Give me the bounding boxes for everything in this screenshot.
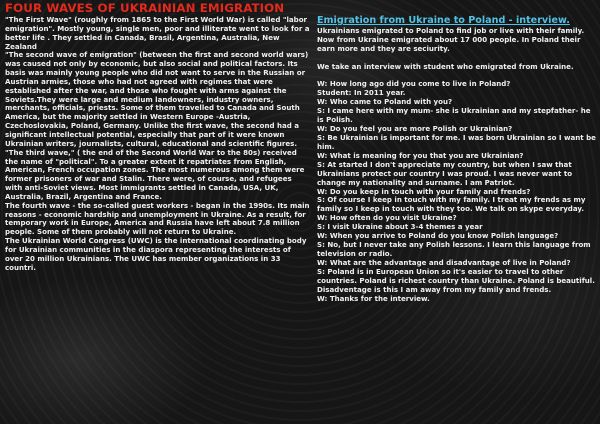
interview-line: W: How often do you visit Ukraine? (317, 213, 457, 223)
interview-text (317, 27, 597, 304)
interview-line: W: How long ago did you come to live in Poland? (317, 79, 511, 89)
interview-line: S: Of course I keep in touch with my family. I treat my frends as my family so I keep in touch with they too. We talk on skype everyday. (317, 195, 586, 214)
interview-line: W: Thanks for the interview. (317, 293, 430, 303)
waves-text (5, 16, 310, 272)
interview-line: Student: In 2011 year. (317, 88, 406, 98)
right-column (317, 15, 597, 304)
interview-line: S: I came here with my mum- she is Ukrainian and my stepfather- he is Polish. (317, 106, 591, 125)
fourth-wave-paragraph: The fourth wave - the so-called guest workers - began in the 1990s. Its main reasons - economic hardship and unemployment in Ukraine. As a result, for temporary work in Europe, America and Russia have left about 7.8 million people. Some of them probably will not return to Ukraine. (5, 200, 310, 237)
left-column (5, 2, 310, 272)
waves-title: FOUR WAVES OF UKRAINIAN EMIGRATION (5, 1, 285, 15)
interview-line: W: Do you feel you are more Polish or Ukrainian? (317, 124, 513, 134)
interview-line: W: Do you keep in touch with your family and frends? (317, 186, 531, 196)
interview-line: W: When you arrive to Poland do you know Polish language? (317, 231, 559, 241)
intro-paragraph: Ukrainians emigrated to Poland to find job or live with their family. Now from Ukraine emigrated about 17 000 people. In Poland their earn more and they are seciurity. (317, 26, 585, 53)
interview-line: S: Poland is in European Union so it's easier to travel to other countries. Poland is richest country than Ukraine. Poland is beautiful. Disadventage is this I am away from my family and frends. (317, 266, 595, 294)
interview-line: W: What are the advantage and disadvantage of live in Poland? (317, 257, 571, 267)
third-wave-paragraph: "The third wave," ( the end of the Second World War to the 80s) received the name of "political". To a greater extent it repatriates from English, American, French occupation zones. The most numerous among them were former prisoners of war and Stalin. There were, of course, and refugees with anti-Soviet views. Most immigrants settled in Canada, USA, UK, Australia, Brazil, Argentina and France. (5, 147, 305, 201)
interview-line: S: At started I don't appreciate my country, but when I saw that Ukrainians protect our country I was proud. I was never want to change my nationality and surname. I am Patriot. (317, 159, 573, 187)
interview-line: S: No, but I never take any Polish lessons. I learn this language from television or radio. (317, 240, 591, 258)
interview-title: Emigration from Ukraine to Poland - interview. (317, 15, 570, 26)
second-wave-paragraph: "The second wave of emigration" (between the first and second world wars) was caused not only by economic, but also social and political factors. Its basis was mainly young people who did not want to serve in the Russian or Austrian armies, those who had not agreed with regimes that were established after the war, and those who fought with arms against the Soviets.They were large and medium landowners, industry owners, merchants, officials, priests. Some of them travelled to Canada and South America, but the majority settled in Western Europe -Austria, Czechoslovakia, Poland, Germany. Unlike the first wave, the second had a significant intellectual potential, especially that part of it were known Ukrainian writers, journalists, cultural, educational and scientific figures. (5, 50, 309, 148)
interview-line: S: Be Ukrainian is important for me. I was born Ukrainian so I want be him. (317, 133, 596, 151)
interview-line: W: Who came to Poland with you? (317, 97, 453, 107)
interview-line: S: I visit Ukraine about 3-4 themes a year (317, 222, 483, 232)
lead-paragraph: We take an interview with student who emigrated from Ukraine. (317, 61, 574, 71)
uwc-paragraph: The Ukrainian World Congress (UWC) is the international coordinating body for Ukrainian communities in the diaspora representing the interests of over 20 million Ukrainians. The UWC has member organizations in 33 countri. (5, 236, 307, 272)
interview-line: W: What is meaning for you that you are Ukrainian? (317, 150, 524, 160)
first-wave-paragraph: "The First Wave" (roughly from 1865 to the First World War) is called "labor emigration". Mostly young, single men, poor and illiterate went to look for a better life . They settled in Canada, Brasil, Argentina, Australia, New Zealand (5, 15, 310, 51)
